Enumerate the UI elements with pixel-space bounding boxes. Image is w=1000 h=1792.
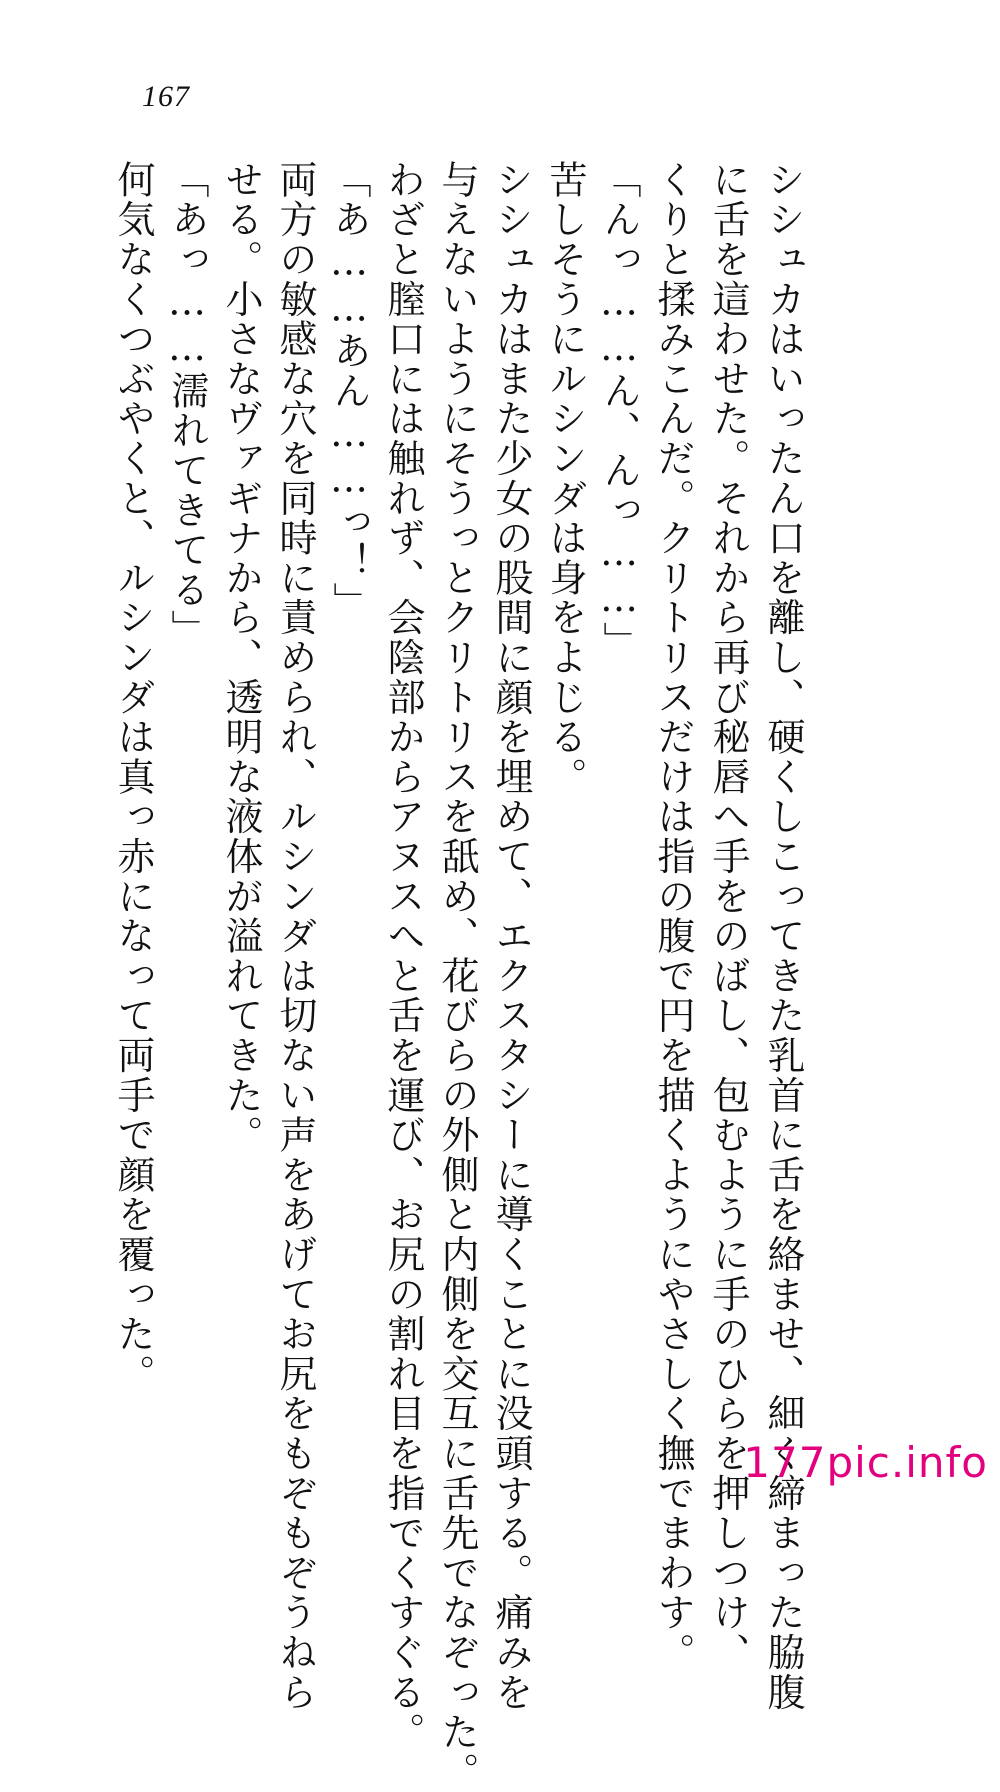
text-line-12: 「あっ……濡れてきてる」	[165, 160, 209, 650]
text-line-1: シシュカはいったん口を離し、硬くしこってきた乳首に舌を絡ませ、細く締まった脇腹	[761, 160, 805, 1713]
text-line-11: せる。小さなヴァギナから、透明な液体が溢れてきた。	[219, 160, 263, 1155]
text-line-2: に舌を這わせた。それから再び秘唇へ手をのばし、包むように手のひらを押しつけ、	[706, 160, 750, 1673]
text-line-5: 苦しそうにルシンダは身をよじる。	[543, 160, 587, 797]
text-line-3: くりと揉みこんだ。クリトリスだけは指の腹で円を描くようにやさしく撫でまわす。	[651, 160, 695, 1673]
page-number: 167	[142, 80, 190, 113]
text-line-9: 「あ……あん……っ！」	[327, 160, 371, 622]
text-line-7: 与えないようにそうっとクリトリスを舐め、花びらの外側と内側を交互に舌先でなぞった。	[435, 160, 479, 1792]
text-line-6: シシュカはまた少女の股間に顔を埋めて、エクスタシーに導くことに没頭する。痛みを	[489, 160, 533, 1713]
text-line-10: 両方の敏感な穴を同時に責められ、ルシンダは切ない声をあげてお尻をもぞもぞうねら	[273, 160, 317, 1713]
text-line-13: 何気なくつぶやくと、ルシンダは真っ赤になって両手で顔を覆った。	[111, 160, 155, 1394]
text-line-4: 「んっ……ん、んっ……」	[597, 160, 641, 662]
text-line-8: わざと膣口には触れず、会陰部からアヌスへと舌を運び、お尻の割れ目を指でくすぐる。	[381, 160, 425, 1752]
watermark: 177pic.info	[743, 1438, 988, 1487]
